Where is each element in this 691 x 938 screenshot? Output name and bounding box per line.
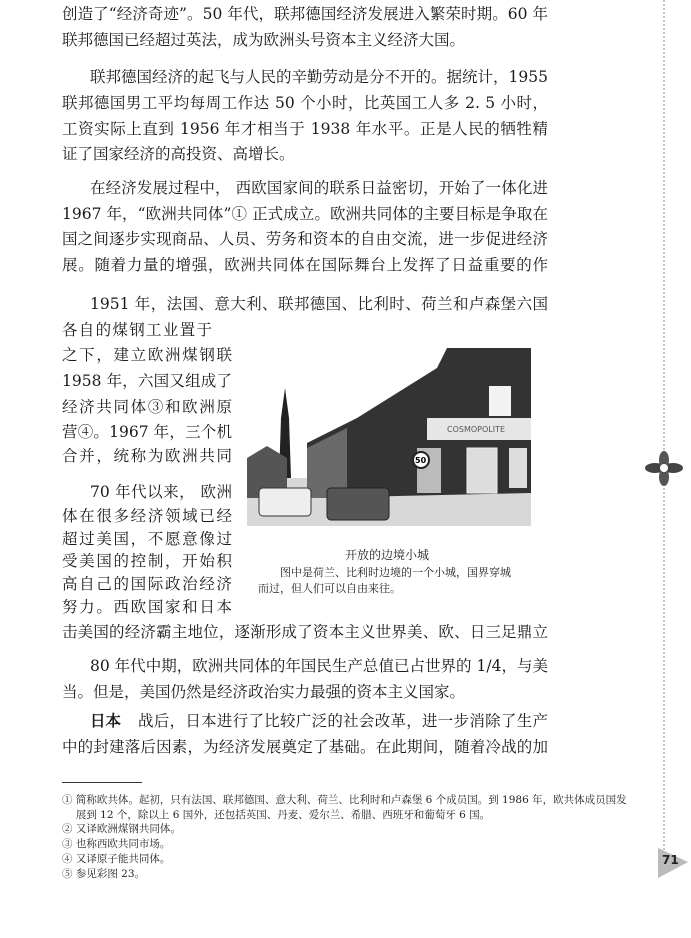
text-line: 1951 年，法国、意大利、联邦德国、比利时、荷兰和卢森堡六国 bbox=[90, 295, 548, 313]
car bbox=[259, 488, 311, 516]
text-line: 经济共同体③和欧洲原 bbox=[62, 398, 232, 416]
street-photo bbox=[247, 348, 531, 526]
flower-icon bbox=[645, 451, 683, 486]
text-line: 营④。1967 年，三个机 bbox=[62, 423, 232, 441]
text-line: 击美国的经济霸主地位，逐渐形成了资本主义世界美、欧、日三足鼎立 bbox=[62, 623, 548, 641]
svg-text:COSMOPOLITE: COSMOPOLITE bbox=[447, 425, 506, 434]
text-line: 70 年代以来， 欧洲 bbox=[90, 483, 232, 501]
svg-text:50: 50 bbox=[415, 456, 427, 465]
text-line: 当。但是，美国仍然是经济政治实力最强的资本主义国家。 bbox=[62, 683, 466, 701]
text-line: 各自的煤钢工业置于 bbox=[62, 321, 212, 339]
footnote: ④ 又译原子能共同体。 bbox=[62, 853, 171, 865]
page-number: 71 bbox=[662, 853, 679, 867]
text-line: 之下，建立欧洲煤钢联 bbox=[62, 346, 232, 364]
text-line: 国之间逐步实现商品、人员、劳务和资本的自由交流，进一步促进经济 bbox=[62, 230, 548, 248]
text-line: 受美国的控制，开始积 bbox=[62, 552, 232, 570]
text-line: 创造了“经济奇迹”。50 年代，联邦德国经济发展进入繁荣时期。60 年 bbox=[62, 5, 548, 23]
text-line: 工资实际上直到 1956 年才相当于 1938 年水平。正是人民的牺牲精 bbox=[62, 120, 548, 138]
text-line: 联邦德国经济的起飞与人民的辛勤劳动是分不开的。据统计，1955 bbox=[90, 68, 548, 86]
text-line: 努力。西欧国家和日本 bbox=[62, 598, 232, 616]
text-line: 合并，统称为欧洲共同 bbox=[62, 447, 232, 465]
text-line: 联邦德国男工平均每周工作达 50 个小时，比英国工人多 2. 5 小时， bbox=[62, 94, 548, 112]
text-line: 超过美国，不愿意像过 bbox=[62, 530, 232, 548]
footnote: ② 又译欧洲煤钢共同体。 bbox=[62, 823, 181, 835]
footnote: ⑤ 参见彩图 23。 bbox=[62, 868, 146, 880]
text-line: 在经济发展过程中， 西欧国家间的联系日益密切，开始了一体化进 bbox=[90, 179, 548, 197]
text-line: 证了国家经济的高投资、高增长。 bbox=[62, 145, 295, 163]
section-heading-japan: 日本 bbox=[90, 711, 122, 730]
margin-ornament bbox=[640, 0, 691, 938]
text-line: 体在很多经济领域已经 bbox=[62, 507, 232, 525]
car bbox=[327, 488, 389, 520]
photo-border-town bbox=[247, 348, 531, 526]
text-line: 80 年代中期，欧洲共同体的年国民生产总值已占世界的 1/4，与美 bbox=[90, 657, 548, 675]
text-line: 1967 年，“欧洲共同体”① 正式成立。欧洲共同体的主要目标是争取在 bbox=[62, 205, 548, 223]
figure-caption: 而过，但人们可以自由来往。 bbox=[258, 582, 401, 595]
footnote-divider bbox=[62, 782, 142, 783]
footnote: 展到 12 个，除以上 6 国外，还包括英国、丹麦、爱尔兰、希腊、西班牙和葡萄牙 6 国。 bbox=[62, 809, 491, 821]
text-line: 战后，日本进行了比较广泛的社会改革，进一步消除了生产 bbox=[138, 712, 548, 730]
text-line: 展。随着力量的增强，欧洲共同体在国际舞台上发挥了日益重要的作 bbox=[62, 256, 548, 274]
footnote: ③ 也称西欧共同市场。 bbox=[62, 838, 171, 850]
footnote: ① 简称欧共体。起初，只有法国、联邦德国、意大利、荷兰、比利时和卢森堡 6 个成员国。到 1986 年，欧共体成员国发 bbox=[62, 794, 627, 806]
text-line: 联邦德国已经超过英法，成为欧洲头号资本主义经济大国。 bbox=[62, 31, 466, 49]
text-line: 中的封建落后因素，为经济发展奠定了基础。在此期间，随着冷战的加 bbox=[62, 738, 548, 756]
figure-caption: 图中是荷兰、比利时边境的一个小城，国界穿城 bbox=[280, 566, 511, 579]
text-line: 1958 年，六国又组成了 bbox=[62, 372, 232, 390]
figure-title: 开放的边境小城 bbox=[345, 548, 430, 562]
text-line: 高自己的国际政治经济 bbox=[62, 575, 232, 593]
